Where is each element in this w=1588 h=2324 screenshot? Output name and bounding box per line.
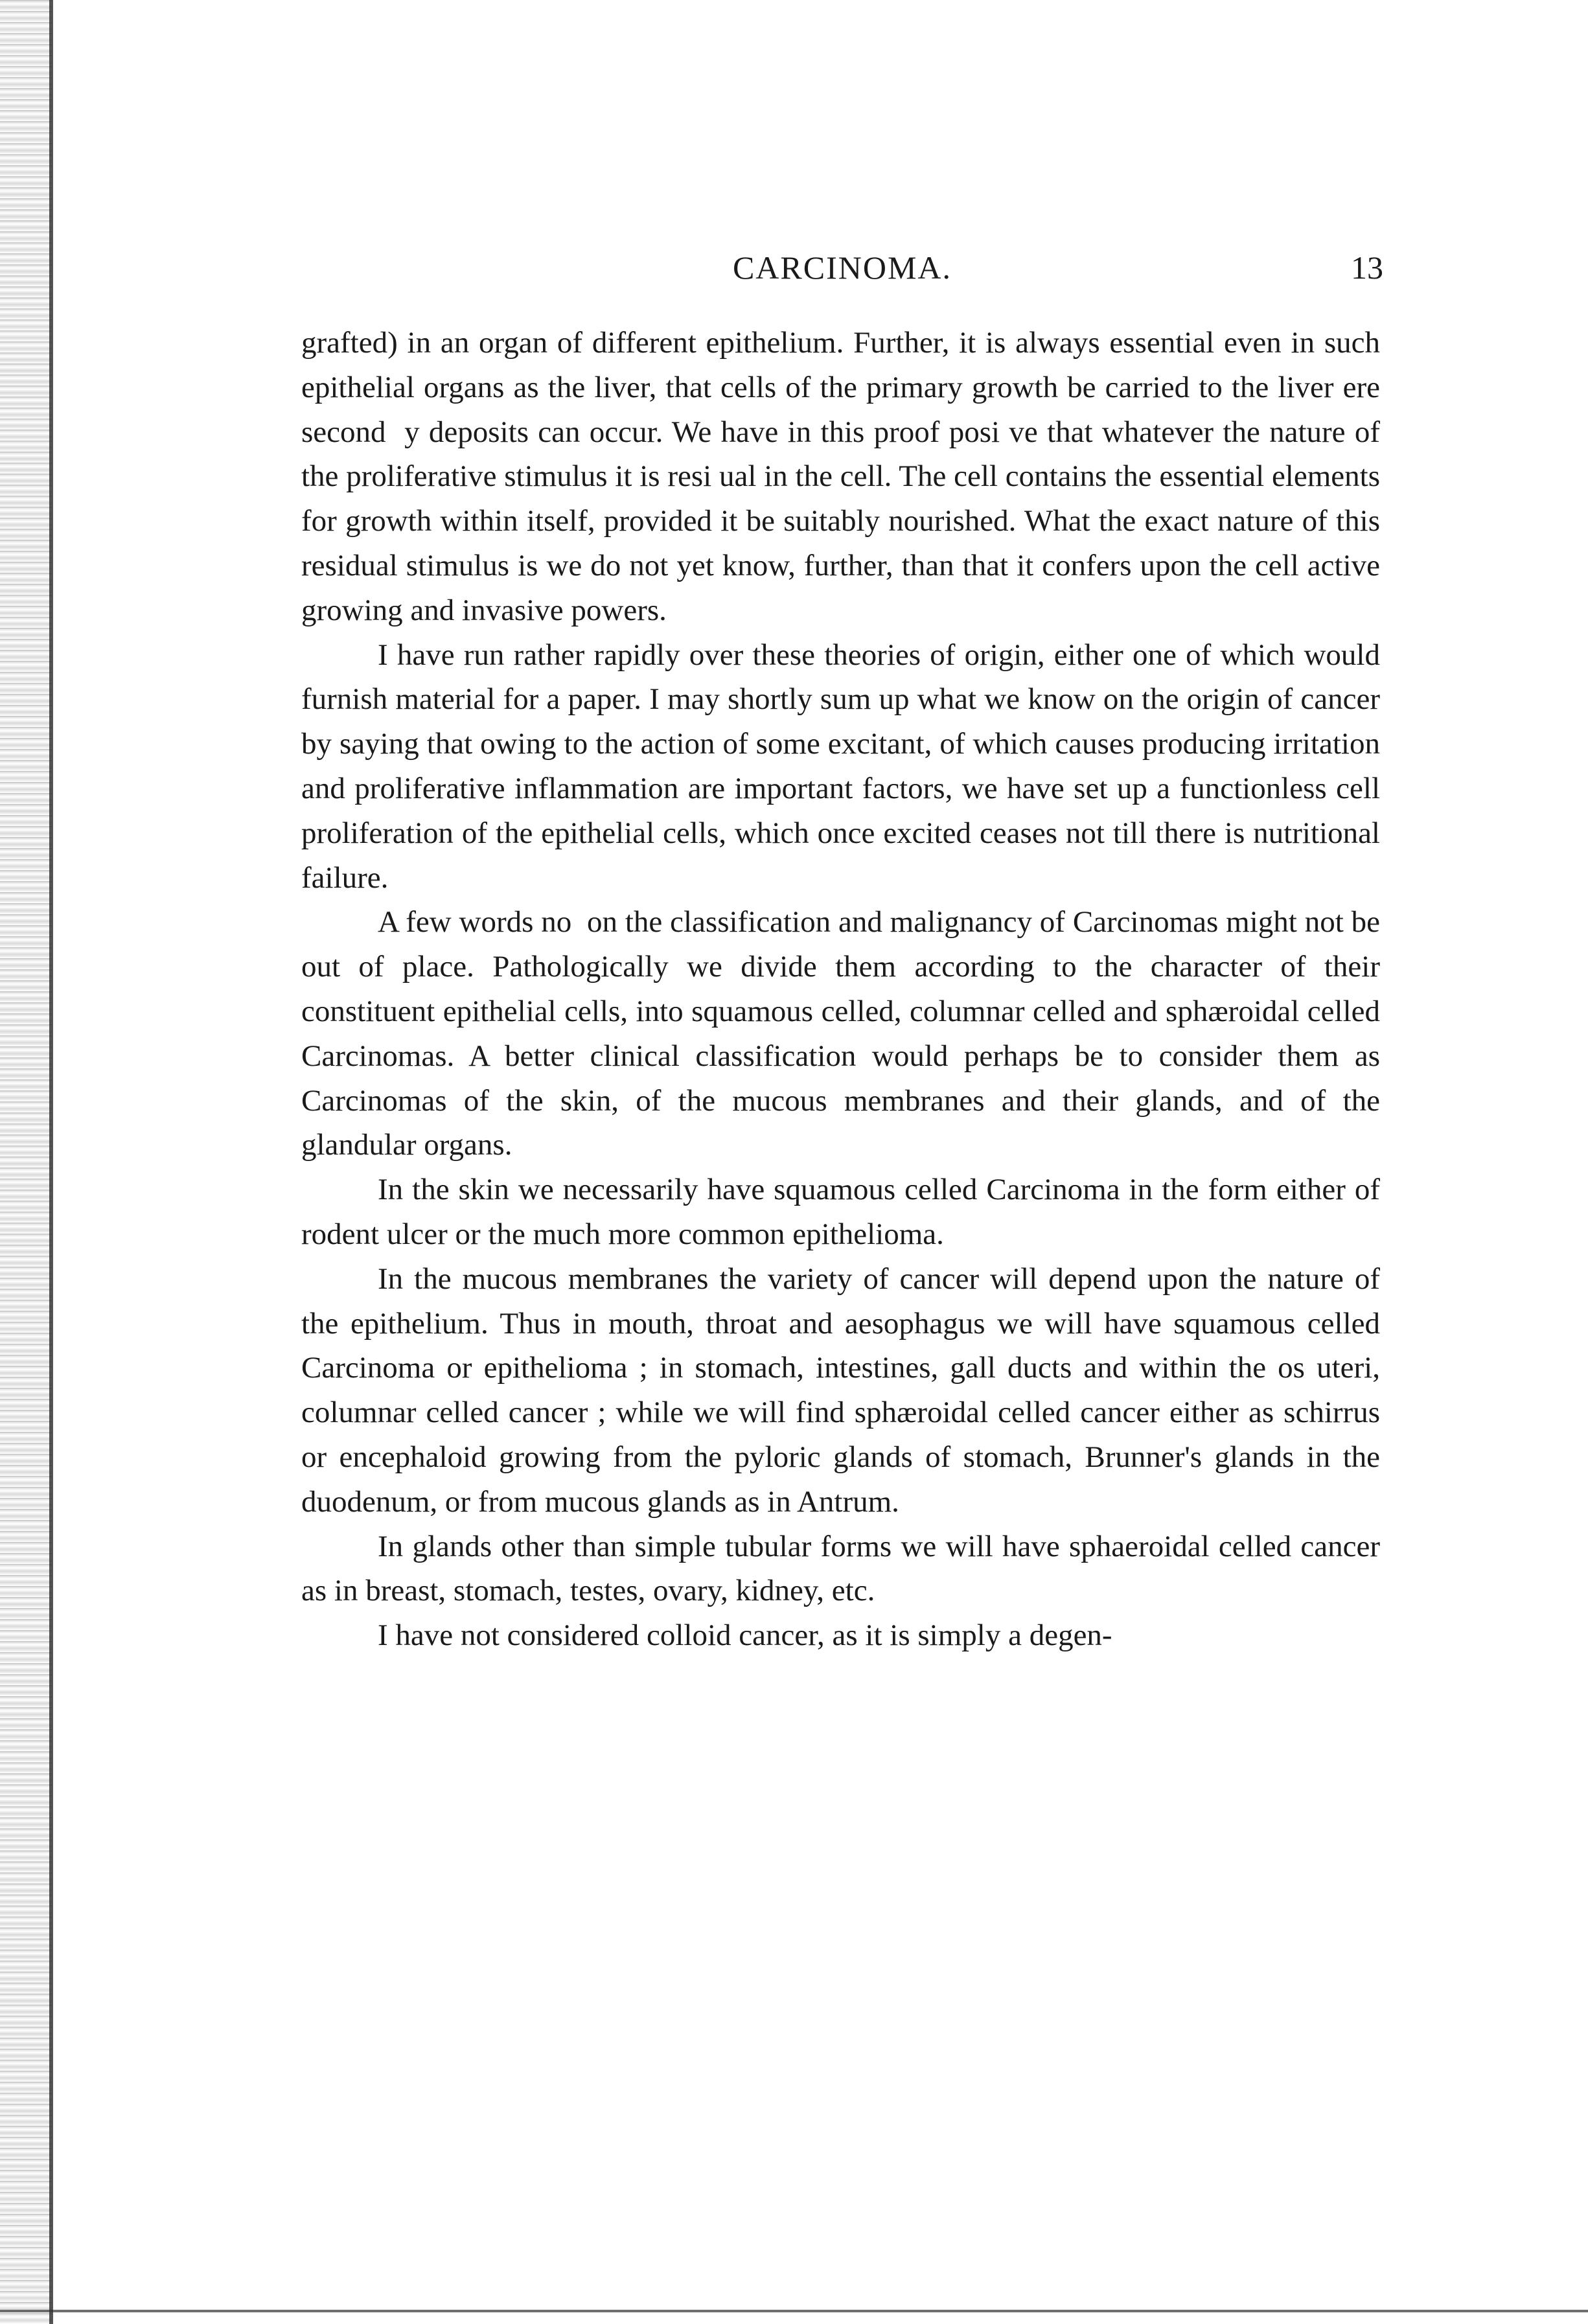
- paragraph: grafted) in an organ of different epithelium. Further, it is always essential even in such epithelial organs as the liver, that cells of the primary growth be carried to the liver ere second ⁠ ⁠y deposits can occur. We have in this proof posi⁠ ⁠ve that whatever the nature of the proliferative stimulus it is resi⁠ ⁠ual in the cell. The cell contains the essential elements for growth within itself, provided it be suitably nourished. What the exact nature of this residual stimulus is we do not yet know, further, than that it confers upon the cell active growing and invasive powers.: [301, 326, 1380, 627]
- paragraph: In glands other than simple tubular forms we will have sphaeroidal celled cancer as in breast, stomach, testes, ovary, kidney, etc.: [301, 1529, 1380, 1608]
- page-header: [301, 245, 1383, 290]
- running-head: CARCINOMA.: [732, 249, 952, 286]
- paragraph: I have not considered colloid cancer, as it is simply a degen-: [378, 1618, 1112, 1653]
- scan-binding-edge: [0, 0, 52, 2324]
- paragraph: In the mucous membranes the variety of cancer will depend upon the nature of the epithelium. Thus in mouth, throat and aesophagus we will have squamous celled Carcinoma or epithelioma ; in stomach, intestines, gall ducts and within the os uteri, columnar celled cancer ; while we will find sphæroidal celled cancer either as schirrus or encephaloid growing from the pyloric glands of stomach, Brunner's glands in the duodenum, or from mucous glands as in Antrum.: [301, 1261, 1380, 1519]
- paragraph: I have run rather rapidly over these theories of origin, either one of which would furnish material for a paper. I may shortly sum up what we know on the origin of cancer by saying that owing to the action of some excitant, of which causes producing irritation and proliferative inflammation are important factors, we have set up a functionless cell proliferation of the epithelial cells, which once excited ceases not till there is nutritional failure.: [301, 638, 1380, 895]
- paragraph: In the skin we necessarily have squamous celled Carcinoma in the form either of rodent ulcer or the much more common epithelioma.: [301, 1173, 1380, 1251]
- body-text: [301, 321, 1380, 1658]
- scan-edge-line: [49, 0, 53, 2324]
- page-number: 13: [1351, 249, 1383, 286]
- scan-bottom-edge: [0, 2310, 1588, 2312]
- paragraph: A few words no⁠ ⁠ on the classification and malignancy of Carcinomas might not be out of place. Pathologically we divide them according to the character of their constituent epithelial cells, into squamous celled, columnar celled and sphæroidal celled Carcinomas. A better clinical classification would perhaps be to consider them as Carcinomas of the skin, of the mucous membranes and their glands, and of the glandular organs.: [301, 905, 1380, 1162]
